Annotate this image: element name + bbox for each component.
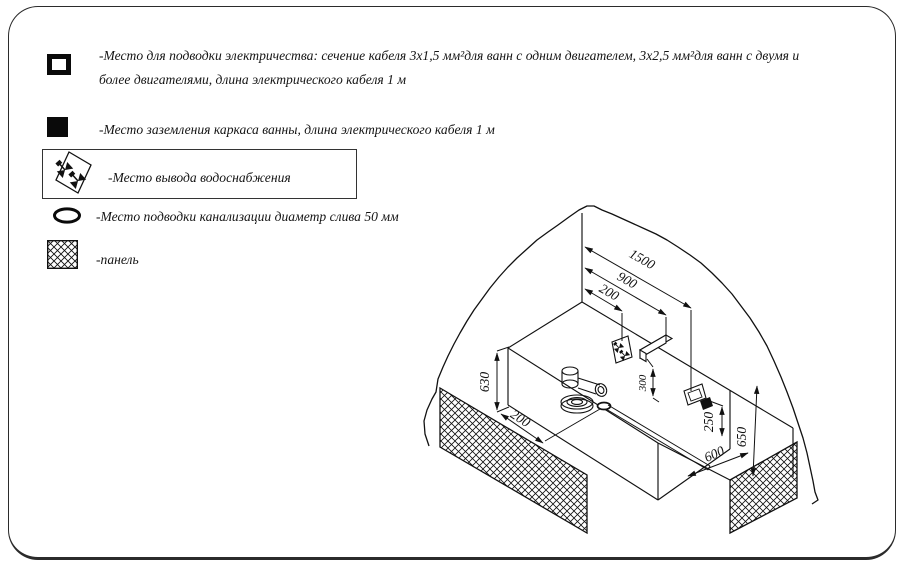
dim-300: 300	[637, 374, 649, 392]
dim-600: 600	[701, 442, 727, 465]
legend-electricity-line2: более двигателями, длина электрического кабеля 1 м	[99, 72, 407, 87]
legend-sewage-label: -Место подводки канализации диаметр слива 50 мм	[96, 209, 399, 224]
dim-630: 630	[477, 371, 492, 393]
legend-grounding-label: -Место заземления каркаса ванны, длина электрического кабеля 1 м	[99, 122, 495, 137]
legend-electricity-line1: -Место для подводки электричества: сечение кабеля 3х1,5 мм²для ванн с одним двигателем, 3х2,5 мм²для ванн с двумя и	[99, 48, 800, 63]
dim-650: 650	[734, 426, 749, 448]
legend-panel-label: -панель	[96, 252, 139, 267]
socket-and-ground	[684, 384, 713, 410]
dim-1500: 1500	[626, 245, 658, 273]
dimension-texts	[477, 246, 749, 465]
sewage-connection-point	[598, 403, 611, 410]
dim-250: 250	[701, 411, 716, 433]
legend-water-supply-label: -Место вывода водоснабжения	[108, 170, 291, 185]
dim-200-wall: 200	[596, 280, 622, 304]
dim-900: 900	[614, 268, 640, 292]
dim-200-floor: 200	[507, 406, 534, 431]
